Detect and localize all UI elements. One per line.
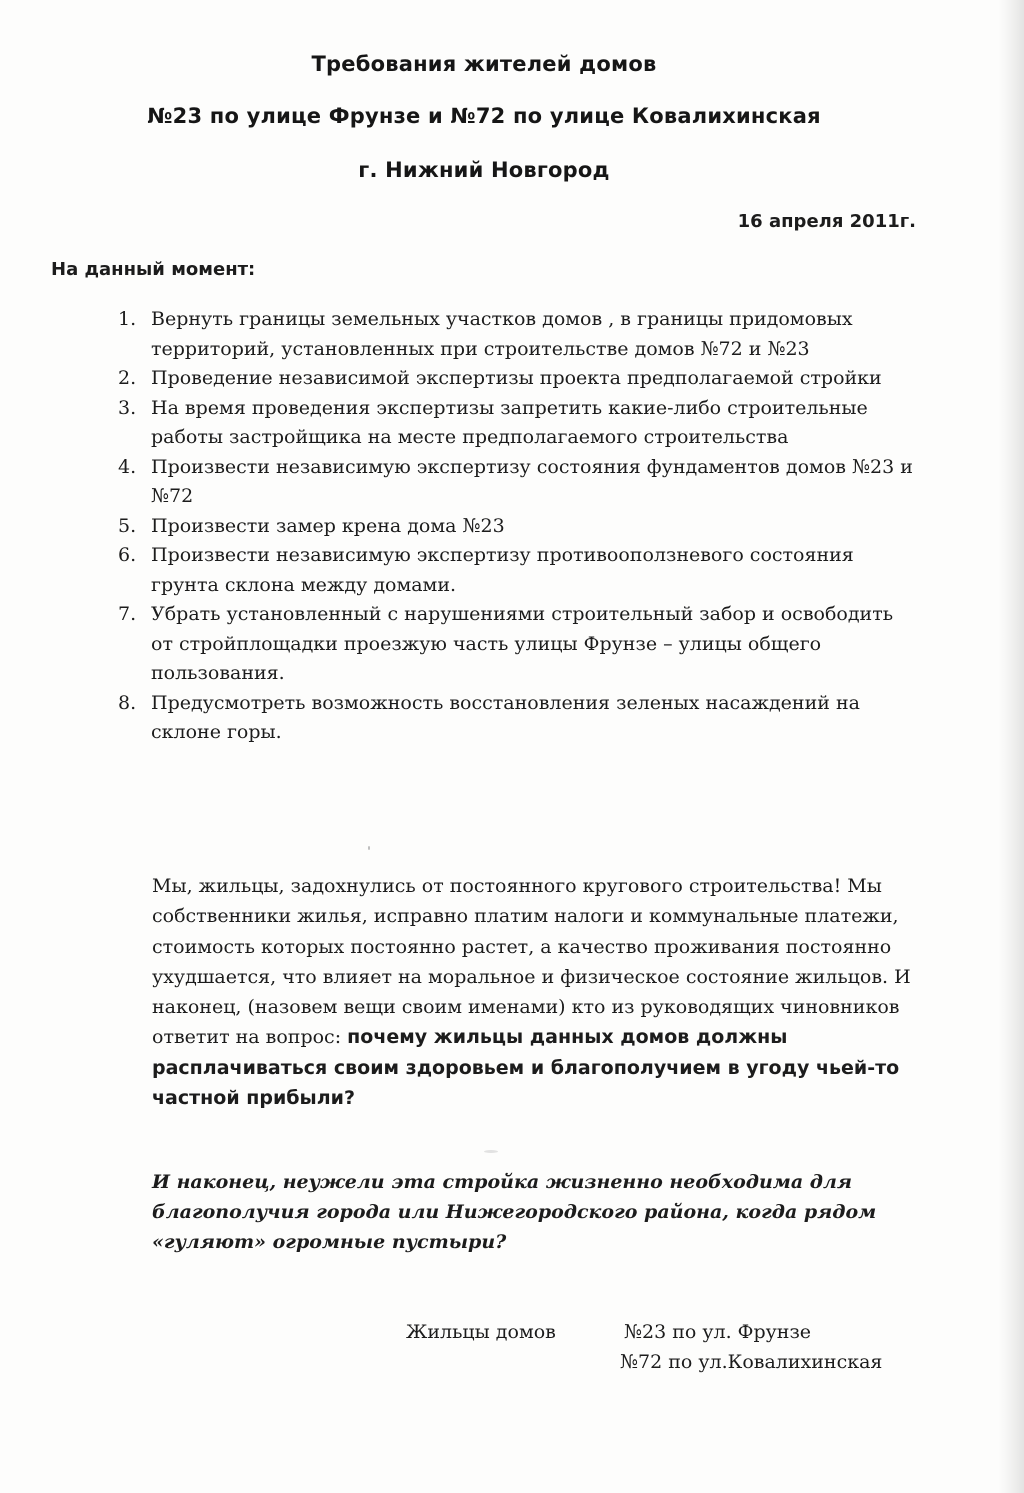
demand-number: 7. xyxy=(118,603,137,625)
demand-item xyxy=(110,689,920,748)
scan-edge-shadow xyxy=(998,0,1024,1493)
document-title-line-2: №23 по улице Фрунзе и №72 по улице Ковалихинская xyxy=(147,104,821,128)
demand-item xyxy=(110,512,920,542)
demand-text: Проведение независимой экспертизы проекта предполагаемой стройки xyxy=(151,367,882,389)
demand-number: 8. xyxy=(118,691,137,714)
demand-text: Произвести независимую экспертизу состояния фундаментов домов №23 и №72 xyxy=(151,455,913,507)
demand-item xyxy=(110,364,920,394)
demand-text: Вернуть границы земельных участков домов , в границы придомовых территорий, установленных при строительстве домов №72 и №23 xyxy=(151,308,853,360)
demand-text: Убрать установленный с нарушениями строительный забор и освободить от стройплощадки проезжую часть улицы Фрунзе – улицы общего пользования. xyxy=(151,603,894,684)
scan-speck xyxy=(484,1150,498,1153)
document-title-city: г. Нижний Новгород xyxy=(358,158,610,182)
closing-question: И наконец, неужели эта стройка жизненно необходима для благополучия города или Нижегородского района, когда рядом «гуляют» огромные пустыри? xyxy=(152,1171,877,1253)
document-title-line-1: Требования жителей домов xyxy=(311,52,657,76)
demand-text: Предусмотреть возможность восстановления зеленых насаждений на склоне горы. xyxy=(151,691,860,743)
signature-house-1: №23 по ул. Фрунзе xyxy=(624,1321,812,1343)
demand-item xyxy=(110,305,920,364)
signature-house-2: №72 по ул.Ковалихинская xyxy=(620,1351,883,1373)
demand-item xyxy=(110,541,920,600)
demand-item xyxy=(110,453,920,512)
demand-number: 6. xyxy=(118,544,137,566)
demand-number: 2. xyxy=(118,367,137,389)
demand-number: 5. xyxy=(118,514,137,537)
complaint-question: почему жильцы данных домов должны расплачиваться своим здоровьем и благополучием в угоду чьей-то частной прибыли? xyxy=(152,1026,900,1110)
complaint-paragraph xyxy=(152,871,922,1113)
scan-speck xyxy=(368,846,370,850)
demand-text: Произвести независимую экспертизу противооползневого состояния грунта склона между домами. xyxy=(151,544,854,596)
demand-item xyxy=(110,394,920,453)
complaint-text: Мы, жильцы, задохнулись от постоянного кругового строительства! Мы собственники жилья, исправно платим налоги и коммунальные платежи, стоимость которых постоянно растет, а качество проживания постоянно ухудшается, что влияет на моральное и физическое состояние жильцов. И наконец, (назовем вещи своим именами) кто из руководящих чиновников ответит на вопрос: xyxy=(152,875,911,1049)
demand-item xyxy=(110,600,920,689)
demand-number: 1. xyxy=(118,308,137,330)
demand-number: 3. xyxy=(118,396,137,419)
demands-list xyxy=(110,305,920,748)
demand-number: 4. xyxy=(118,455,137,478)
demand-text: На время проведения экспертизы запретить какие-либо строительные работы застройщика на месте предполагаемого строительства xyxy=(151,396,868,448)
document-date: 16 апреля 2011г. xyxy=(737,211,916,232)
section-heading: На данный момент: xyxy=(51,259,256,280)
signature-label: Жильцы домов xyxy=(406,1321,556,1343)
demand-text: Произвести замер крена дома №23 xyxy=(151,514,505,537)
